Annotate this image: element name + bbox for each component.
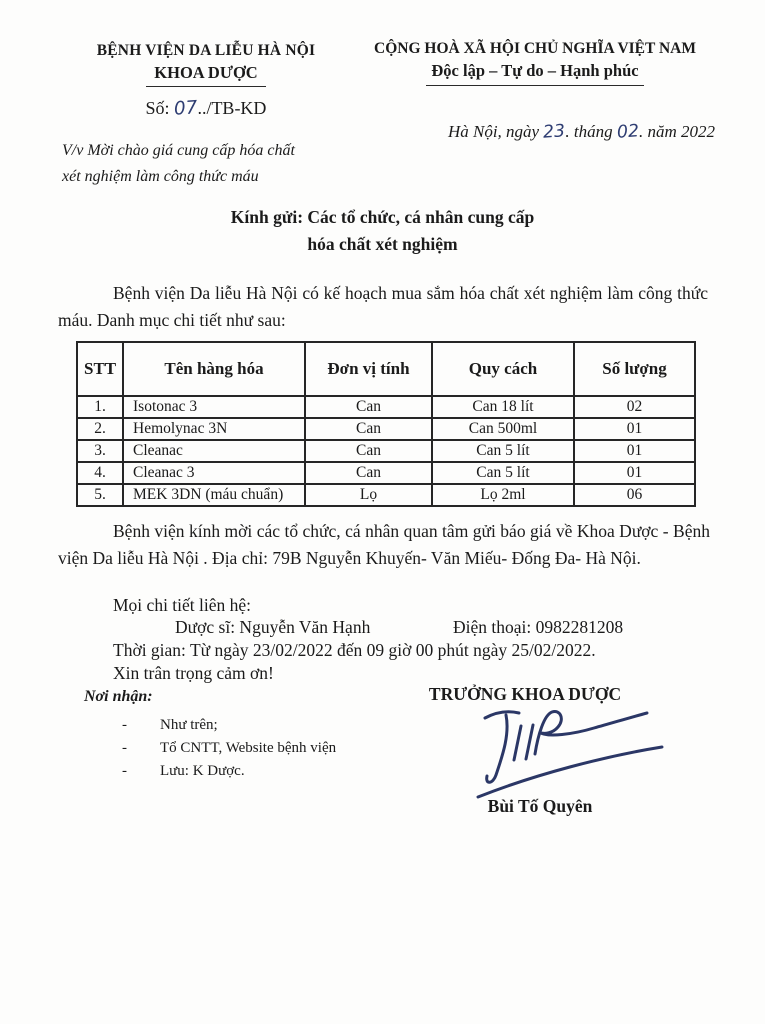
- signer-title: TRƯỞNG KHOA DƯỢC: [428, 684, 622, 704]
- contact-intro: Mọi chi tiết liên hệ:: [113, 595, 252, 615]
- col-header-unit: Đơn vị tính: [305, 342, 432, 396]
- table-row: 3. Cleanac Can Can 5 lít 01: [77, 440, 695, 462]
- recipients-title: Nơi nhận:: [84, 688, 153, 705]
- time-window: Thời gian: Từ ngày 23/02/2022 đến 09 giờ 00 phút ngày 25/02/2022.: [113, 640, 596, 660]
- dash-bullet: -: [122, 717, 127, 733]
- pharmacist-contact: Dược sĩ: Nguyễn Văn Hạnh: [175, 617, 371, 637]
- handwritten-month: 02: [616, 121, 640, 143]
- recipient-item: - Như trên;: [122, 714, 336, 737]
- table-row: 1. Isotonac 3 Can Can 18 lít 02: [77, 396, 695, 418]
- motto-underline: [426, 85, 644, 86]
- salutation: Kính gửi: Các tổ chức, cá nhân cung cấp hóa chất xét nghiệm: [230, 207, 535, 254]
- phone-number: Điện thoại: 0982281208: [453, 617, 624, 637]
- handwritten-day: 23: [542, 121, 567, 143]
- recipients-list: [122, 714, 336, 783]
- table-header-row: [77, 342, 695, 396]
- national-motto: Độc lập – Tự do – Hạnh phúc: [431, 61, 639, 80]
- dash-bullet: -: [122, 740, 127, 756]
- table-row: 2. Hemolynac 3N Can Can 500ml 01: [77, 418, 695, 440]
- hospital-name: BỆNH VIỆN DA LIỄU HÀ NỘI: [96, 42, 316, 59]
- recipient-item: - Lưu: K Dược.: [122, 760, 336, 783]
- col-header-qty: Số lượng: [574, 342, 695, 396]
- dash-bullet: -: [122, 763, 127, 779]
- col-header-spec: Quy cách: [432, 342, 574, 396]
- col-header-name: Tên hàng hóa: [123, 342, 305, 396]
- intro-paragraph: Bệnh viện Da liễu Hà Nội có kế hoạch mua sắm hóa chất xét nghiệm làm công thức máu. Danh mục chi tiết như sau:: [58, 283, 708, 330]
- date-line: Hà Nội, ngày 23. tháng 02. năm 2022: [447, 121, 715, 143]
- recipient-item: - Tổ CNTT, Website bệnh viện: [122, 737, 336, 760]
- goods-table: [76, 341, 696, 507]
- department-name: KHOA DƯỢC: [52, 63, 360, 87]
- signer-name: Bùi Tố Quyên: [487, 796, 593, 816]
- invitation-paragraph: Bệnh viện kính mời các tổ chức, cá nhân quan tâm gửi báo giá về Khoa Dược - Bệnh viện Da liễu Hà Nội . Địa chỉ: 79B Nguyễn Khuyến- Văn Miếu- Đống Đa- Hà Nội.: [58, 521, 710, 568]
- issuing-org-block: [52, 42, 360, 87]
- table-row: 4. Cleanac 3 Can Can 5 lít 01: [77, 462, 695, 484]
- national-motto-block: [345, 40, 725, 86]
- handwritten-doc-number: 07: [173, 97, 199, 120]
- table-row: 5. MEK 3DN (máu chuẩn) Lọ Lọ 2ml 06: [77, 484, 695, 506]
- national-title: CỘNG HOÀ XÃ HỘI CHỦ NGHĨA VIỆT NAM: [374, 40, 696, 57]
- signature-ink: [428, 702, 666, 807]
- document-number: Số: 07../TB-KD: [145, 97, 267, 120]
- col-header-stt: STT: [77, 342, 123, 396]
- subject-line: V/v Mời chào giá cung cấp hóa chất xét nghiệm làm công thức máu: [62, 142, 295, 185]
- closing-thanks: Xin trân trọng cảm ơn!: [113, 663, 274, 683]
